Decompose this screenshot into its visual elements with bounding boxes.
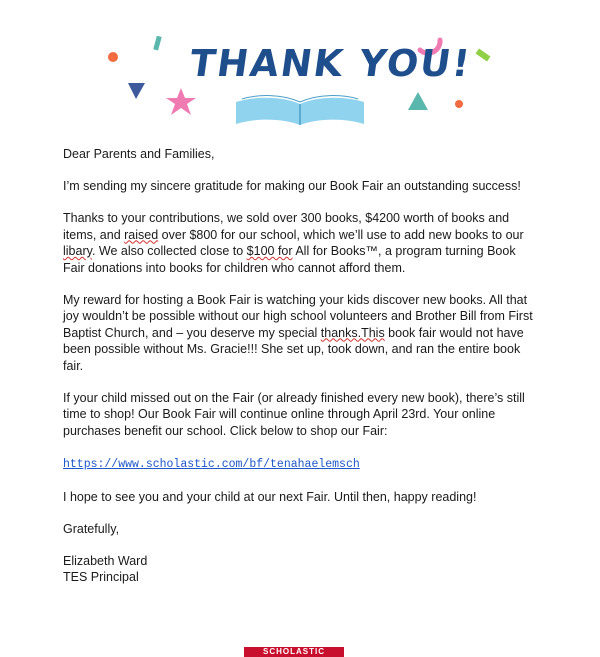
closing: Gratefully, bbox=[63, 521, 120, 536]
green-dash-icon bbox=[476, 49, 491, 62]
signature-name: Elizabeth Ward bbox=[63, 553, 148, 568]
scholastic-logo: SCHOLASTIC bbox=[244, 647, 344, 657]
fair-link[interactable]: https://www.scholastic.com/bf/tenahaelemsch bbox=[63, 457, 360, 471]
spellcheck-100: $100 for bbox=[246, 244, 293, 258]
paragraph-gratitude: I’m sending my sincere gratitude for making our Book Fair an outstanding success! bbox=[63, 179, 521, 193]
greeting: Dear Parents and Families, bbox=[63, 147, 215, 161]
orange-small-dot-icon bbox=[455, 100, 463, 108]
pink-star-icon bbox=[166, 88, 196, 115]
thank-you-banner bbox=[0, 0, 600, 130]
paragraph-contributions: Thanks to your contributions, we sold over 300 books, $4200 worth of books and items, and raised over $800 for our school, which we’ll use to add new books to our libary. We also collected close to $100 for All for Books™, a program turning Book Fair donations into books for children who cannot afford them. bbox=[63, 211, 524, 275]
signature-title: TES Principal bbox=[63, 570, 139, 584]
paragraph-online-fair: If your child missed out on the Fair (or already finished every new book), there’s still time to shop! Our Book Fair will continue online through April 23rd. Your online purchases benefit our school. Click below to shop our Fair: bbox=[63, 390, 525, 438]
letter-body bbox=[63, 146, 533, 586]
spellcheck-raised: raised bbox=[124, 227, 159, 242]
teal-dash-icon bbox=[153, 36, 161, 51]
paragraph-closing-wish: I hope to see you and your child at our next Fair. Until then, happy reading! bbox=[63, 489, 477, 504]
open-book-icon bbox=[236, 96, 364, 125]
teal-triangle-icon bbox=[408, 92, 428, 110]
thank-you-title: THANK YOU! bbox=[186, 42, 475, 85]
spellcheck-libary: libary bbox=[63, 244, 92, 258]
spellcheck-thanks: thanks.This bbox=[320, 325, 385, 340]
navy-triangle-icon bbox=[128, 83, 145, 99]
paragraph-reward: My reward for hosting a Book Fair is watching your kids discover new books. All that joy wouldn’t be possible without our high school volunteers and Brother Bill from First Baptist Church, and – you deserve my special thanks.This book fair would not have been possible without Ms. Gracie!!! She set up, took down, and ran the entire book fair. bbox=[63, 292, 533, 373]
orange-dot-icon bbox=[108, 52, 118, 62]
